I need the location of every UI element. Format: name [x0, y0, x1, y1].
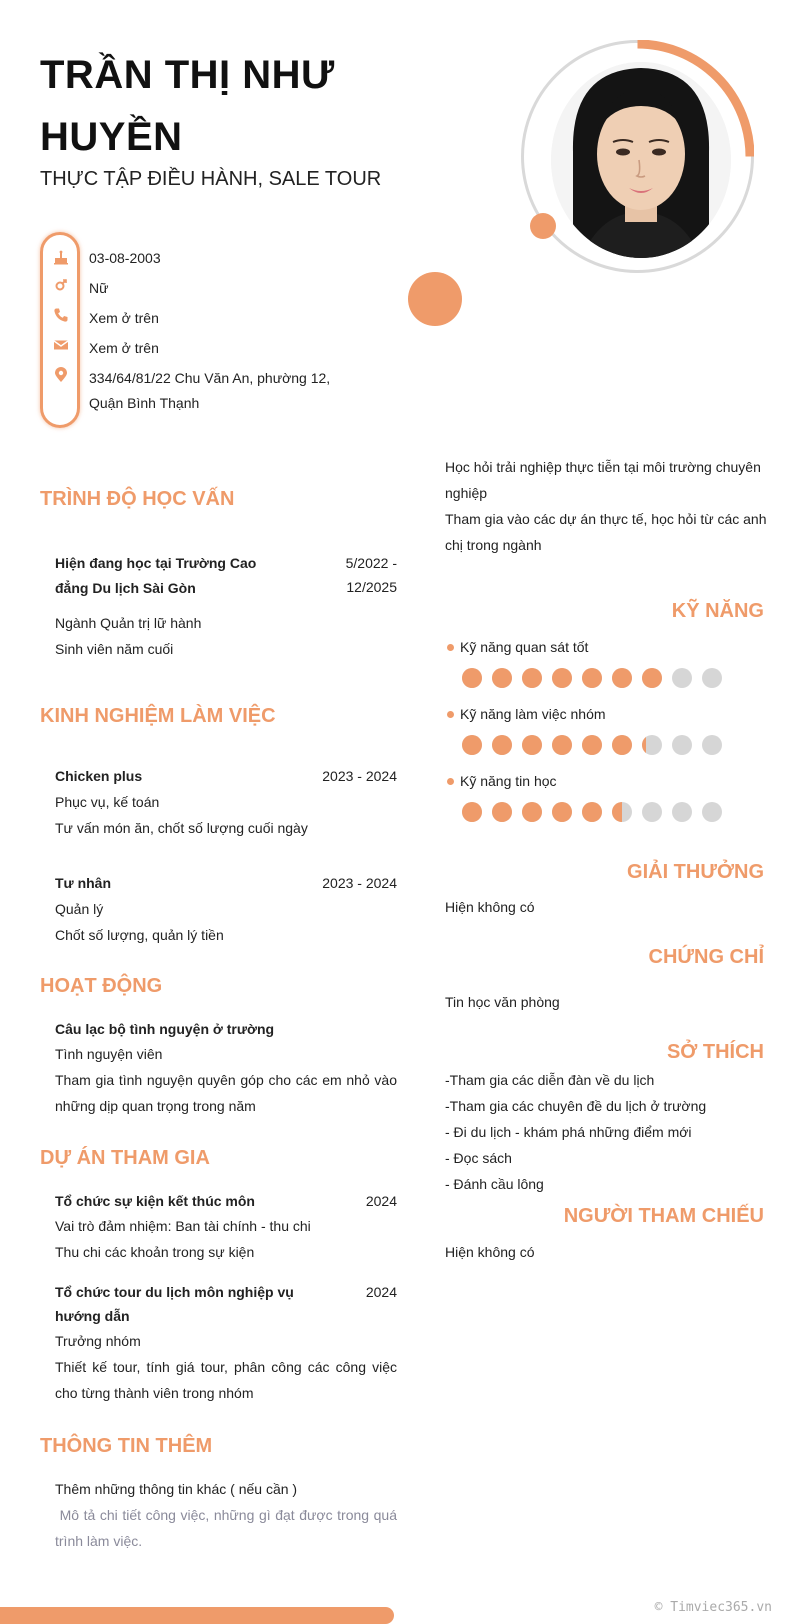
certificates-text: Tin học văn phòng: [445, 994, 560, 1010]
awards-text: Hiện không có: [445, 899, 535, 915]
experience-date: 2023 - 2024: [322, 875, 397, 891]
experience-date: 2023 - 2024: [322, 768, 397, 784]
skill-rating: [462, 668, 722, 688]
education-school-line2: đẳng Du lịch Sài Gòn: [55, 580, 196, 596]
experience-title: KINH NGHIỆM LÀM VIỆC: [40, 705, 276, 727]
skill-dot: [492, 802, 512, 822]
skill-dot: [462, 668, 482, 688]
project-date: 2024: [365, 1284, 397, 1300]
decorative-circle: [408, 272, 462, 326]
skill-dot: [552, 668, 572, 688]
education-date-line2: 12/2025: [346, 579, 397, 595]
email-icon: [52, 336, 70, 354]
extra-line1: Thêm những thông tin khác ( nếu cần ): [55, 1481, 298, 1497]
skill-dot: [522, 802, 542, 822]
contact-birthday: 03-08-2003: [89, 250, 161, 266]
skill-dot: [642, 735, 662, 755]
skill-dot: [702, 668, 722, 688]
project-name-line2: hướng dẫn: [55, 1308, 130, 1324]
awards-title: GIẢI THƯỞNG: [627, 861, 764, 883]
skill-bullet: [447, 711, 454, 718]
extra-title: THÔNG TIN THÊM: [40, 1435, 213, 1457]
project-date: 2024: [365, 1193, 397, 1209]
project-role: Trưởng nhóm: [55, 1333, 141, 1349]
skill-dot: [642, 668, 662, 688]
skill-name: Kỹ năng quan sát tốt: [460, 639, 589, 655]
skill-dot: [552, 802, 572, 822]
skill-bullet: [447, 778, 454, 785]
skill-rating: [462, 735, 722, 755]
skill-dot: [522, 735, 542, 755]
skill-dot: [672, 668, 692, 688]
references-title: NGƯỜI THAM CHIẾU: [563, 1205, 764, 1227]
hobby-item: - Đánh cầu lông: [445, 1176, 544, 1192]
hobby-item: - Đọc sách: [445, 1150, 512, 1166]
skill-dot: [702, 802, 722, 822]
contact-gender: Nữ: [89, 280, 109, 296]
hobbies-title: SỞ THÍCH: [666, 1041, 764, 1063]
project-name-line1: Tổ chức tour du lịch môn nghiệp vụ: [55, 1284, 294, 1300]
objective-line4: chị trong ngành: [445, 537, 542, 553]
skill-dot: [492, 668, 512, 688]
skill-dot: [582, 802, 602, 822]
skill-dot: [552, 735, 572, 755]
skill-dot: [612, 735, 632, 755]
extra-line2: Mô tả chi tiết công việc, những gì đạt được trong quá: [55, 1507, 397, 1523]
skill-dot: [492, 735, 512, 755]
contact-address-line1: 334/64/81/22 Chu Văn An, phường 12,: [89, 370, 331, 386]
project-desc-line2: cho từng thành viên trong nhóm: [55, 1385, 254, 1401]
gender-icon: [52, 276, 70, 294]
experience-desc: Chốt số lượng, quản lý tiền: [55, 927, 224, 943]
project-role: Vai trò đảm nhiệm: Ban tài chính - thu chi: [55, 1218, 311, 1234]
skill-dot: [642, 802, 662, 822]
skill-dot: [702, 735, 722, 755]
references-text: Hiện không có: [445, 1244, 535, 1260]
extra-line3: trình làm việc.: [55, 1533, 143, 1549]
activity-org: Câu lạc bộ tình nguyện ở trường: [55, 1021, 275, 1037]
objective-line2: nghiệp: [445, 485, 488, 501]
hobby-item: -Tham gia các chuyên đề du lịch ở trường: [445, 1098, 707, 1114]
skill-dot: [612, 802, 632, 822]
project-name: Tổ chức sự kiện kết thúc môn: [55, 1193, 255, 1209]
education-note: Sinh viên năm cuối: [55, 641, 174, 657]
project-desc-line1: Thiết kế tour, tính giá tour, phân công các công việc: [55, 1359, 397, 1375]
certificates-title: CHỨNG CHỈ: [648, 946, 764, 968]
activities-title: HOẠT ĐỘNG: [40, 975, 163, 997]
objective-line1: Học hỏi trải nghiệp thực tiễn tại môi trường chuyên: [445, 459, 761, 475]
skill-dot: [612, 668, 632, 688]
skill-name: Kỹ năng làm việc nhóm: [460, 706, 606, 722]
activity-desc-line1: Tham gia tình nguyện quyên góp cho các em nhỏ vào: [55, 1072, 397, 1088]
objective-line3: Tham gia vào các dự án thực tế, học hỏi từ các anh: [445, 511, 767, 527]
skill-dot: [462, 802, 482, 822]
education-date-line1: 5/2022 -: [345, 555, 397, 571]
avatar-photo: [551, 62, 731, 258]
candidate-name: TRẦN THỊ NHƯ HUYỀN: [40, 53, 335, 159]
education-title: TRÌNH ĐỘ HỌC VẤN: [40, 488, 235, 510]
skill-dot: [672, 802, 692, 822]
watermark: © Timviec365.vn: [654, 1600, 772, 1615]
skill-dot: [522, 668, 542, 688]
experience-company: Chicken plus: [55, 768, 143, 784]
experience-role: Quản lý: [55, 901, 104, 917]
job-position: THỰC TẬP ĐIỀU HÀNH, SALE TOUR: [40, 168, 382, 190]
skill-name: Kỹ năng tin học: [460, 773, 557, 789]
location-pin-icon: [52, 366, 70, 384]
skills-title: KỸ NĂNG: [671, 600, 764, 622]
skill-dot: [582, 735, 602, 755]
projects-title: DỰ ÁN THAM GIA: [40, 1147, 210, 1169]
experience-role: Phục vụ, kế toán: [55, 794, 160, 810]
footer-accent-bar: [0, 1607, 394, 1624]
activity-role: Tình nguyện viên: [55, 1046, 163, 1062]
experience-company: Tư nhân: [55, 875, 112, 891]
skill-dot: [672, 735, 692, 755]
skill-bullet: [447, 644, 454, 651]
hobby-item: - Đi du lịch - khám phá những điểm mới: [445, 1124, 692, 1140]
decorative-dot: [530, 213, 556, 239]
contact-email: Xem ở trên: [89, 340, 159, 356]
education-major: Ngành Quản trị lữ hành: [55, 615, 202, 631]
skill-dot: [582, 668, 602, 688]
activity-desc-line2: những dịp quan trọng trong năm: [55, 1098, 256, 1114]
contact-address-line2: Quận Bình Thạnh: [89, 395, 200, 411]
phone-icon: [52, 306, 70, 324]
experience-desc: Tư vấn món ăn, chốt số lượng cuối ngày: [55, 820, 308, 836]
birthday-cake-icon: [52, 248, 70, 266]
project-desc: Thu chi các khoản trong sự kiện: [55, 1244, 255, 1260]
skill-rating: [462, 802, 722, 822]
hobby-item: -Tham gia các diễn đàn về du lịch: [445, 1072, 655, 1088]
contact-phone: Xem ở trên: [89, 310, 159, 326]
skill-dot: [462, 735, 482, 755]
education-school-line1: Hiện đang học tại Trường Cao: [55, 555, 257, 571]
